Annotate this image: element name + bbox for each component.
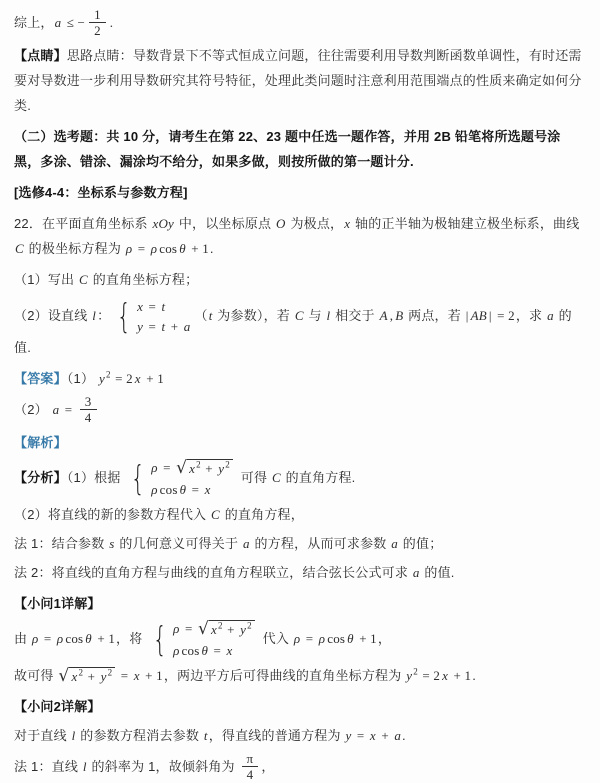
math-superscript: 2 (105, 369, 111, 380)
text-run: ， (377, 631, 392, 647)
math-variable: y (218, 461, 225, 477)
text-run: . (402, 728, 406, 744)
radicand (209, 620, 255, 639)
math-variable: a (183, 319, 191, 334)
math-text: + 1 (355, 631, 377, 647)
text-run: （1）根据 (66, 469, 125, 485)
math-variable: x (211, 622, 218, 638)
math-superscript: 2 (247, 620, 252, 631)
math-text: 4 (246, 767, 254, 783)
math-variable: A (379, 307, 388, 323)
text-run: 的直角方程， (220, 507, 304, 523)
text-run: 的值； (399, 536, 443, 552)
math-text: = 2 (111, 371, 133, 386)
math-variable: C (271, 469, 281, 485)
math-variable: C (211, 507, 220, 523)
math-variable: l (92, 307, 97, 323)
math-variable: C (15, 241, 24, 256)
math-square-root (176, 459, 233, 478)
math-variable: C (79, 272, 88, 287)
jiexi-label (14, 430, 586, 455)
math-variable: t (161, 319, 166, 334)
detail1-line1 (14, 620, 586, 659)
math-text: = (134, 241, 149, 256)
math-variable: ρ (150, 241, 158, 256)
math-variable: a (412, 565, 420, 581)
math-superscript: 2 (196, 459, 201, 470)
module-heading (14, 180, 586, 205)
math-text: = (188, 482, 203, 498)
accent-label: 【解析】 (14, 435, 67, 450)
math-text: + (377, 728, 393, 744)
analysis-method2 (14, 560, 586, 585)
text-run: . (472, 668, 477, 684)
math-text: = (159, 460, 175, 475)
math-variable: l (326, 307, 331, 323)
math-text: = 2 (493, 307, 515, 323)
case-rows (172, 620, 256, 659)
math-text: cos (181, 643, 200, 659)
fraction-numerator (89, 7, 106, 23)
math-variable: x (204, 482, 211, 498)
math-fraction (89, 7, 106, 38)
text-run: 法 1：结合参数 (14, 536, 109, 552)
math-variable: xOy (152, 216, 175, 231)
math-superscript: 2 (413, 666, 418, 677)
text-run: （2）设直线 (14, 307, 92, 323)
text-run: 对于直线 (14, 728, 71, 744)
math-variable: t (203, 728, 208, 744)
detail1-heading (14, 591, 586, 616)
text-run: 【小问1详解】 (14, 596, 101, 612)
math-variable: x (442, 668, 449, 684)
math-fraction (80, 394, 97, 425)
math-text: + 1 (142, 371, 164, 386)
text-run: ， (261, 759, 275, 775)
bold-label: 【分析】 (14, 469, 67, 485)
radical-sign: √ (197, 619, 210, 640)
math-text: 4 (84, 410, 92, 425)
math-variable: ρ (125, 241, 133, 256)
text-run: （二）选考题：共 10 分，请考生在第 22、23 题中任选一题作答，并用 2B 铅笔将所选题号涂黑，多涂、错涂、漏涂均不给分，如果多做，则按所做的第一题计分. (14, 129, 561, 169)
text-run: 综上， (14, 14, 54, 30)
math-variable: a (547, 307, 554, 323)
analysis-paragraph (14, 459, 586, 498)
section-heading (14, 124, 586, 174)
math-text: + 1 (450, 668, 472, 684)
text-run: （1） (66, 371, 98, 386)
math-variable: y (406, 668, 413, 684)
math-text: cos (327, 631, 346, 647)
math-variable: x (369, 728, 376, 744)
case-rows (150, 459, 234, 498)
text-run: 22．在平面直角坐标系 (14, 216, 152, 231)
text-run: （1）写出 (14, 272, 79, 287)
math-variable: y (100, 669, 107, 685)
fraction-denominator (80, 410, 97, 425)
text-run: . (209, 241, 214, 256)
analysis-method1 (14, 531, 586, 556)
radicand (187, 459, 233, 478)
math-text: = (353, 728, 368, 744)
fraction-numerator (242, 751, 259, 767)
text-run: 轴的正半轴为极轴建立极坐标系，曲线 (351, 216, 580, 231)
math-text: = (145, 319, 160, 334)
math-variable: x (133, 668, 140, 684)
math-superscript: 2 (78, 667, 84, 678)
math-text: = (61, 401, 76, 417)
text-run: 【小问2详解】 (14, 699, 101, 715)
math-variable: ρ (151, 482, 158, 498)
fraction-denominator (89, 23, 106, 38)
math-square-root (58, 667, 115, 686)
fraction-denominator (242, 767, 259, 782)
math-text: + (201, 461, 217, 477)
math-variable: a (394, 728, 402, 744)
fraction-numerator (80, 394, 97, 410)
math-case-system (149, 620, 256, 659)
question-part2 (14, 298, 586, 360)
text-run: 的值. (14, 307, 572, 355)
math-text: + (84, 669, 99, 685)
math-variable: l (82, 759, 87, 775)
math-text: + 1 (93, 631, 116, 647)
math-superscript: 2 (218, 620, 223, 631)
math-variable: x (344, 216, 351, 231)
math-text: 2 (94, 23, 101, 38)
math-variable: ρ (173, 621, 180, 637)
text-run: 思路点睛：导数背景下不等式恒成立问题，往往需要利用导数判断函数单调性，有时还需要对导数进一步利用导数研究其符号特征，处理此类问题时注意利用范围端点的性质来确定如何分类. (14, 48, 582, 113)
math-text: , (389, 307, 394, 323)
math-variable: θ (85, 631, 92, 647)
math-variable: a (391, 536, 398, 552)
case-row (136, 318, 191, 335)
math-variable: AB (470, 307, 487, 323)
math-text: cos (159, 241, 178, 256)
text-run: 的参数方程消去参数 (76, 728, 203, 744)
math-text: | (488, 307, 492, 323)
math-superscript: 2 (225, 459, 230, 470)
math-variable: y (240, 622, 247, 638)
text-run: 由 (14, 631, 32, 647)
math-variable: ρ (293, 631, 301, 647)
left-brace: { (153, 619, 168, 660)
text-run: 中，以坐标原点 (175, 216, 276, 231)
math-text: + (167, 319, 182, 334)
math-text: = (40, 631, 55, 647)
accent-label: 【答案】 (14, 371, 67, 386)
math-text: = (210, 643, 225, 659)
text-run: 的斜率为 1，故倾斜角为 (87, 759, 239, 775)
detail2-line1 (14, 723, 586, 748)
text-run: 的直角坐标方程； (88, 272, 199, 287)
math-text: cos (65, 631, 84, 647)
text-run: 的极坐标方程为 (24, 241, 125, 256)
detail2-line2 (14, 752, 586, 783)
detail2-heading (14, 694, 586, 719)
math-superscript: 2 (107, 667, 113, 678)
math-text: = (181, 621, 196, 637)
text-run: 可得 (236, 469, 271, 485)
math-text: = (117, 668, 132, 684)
text-run: （2）将直线的新的参数方程代入 (14, 507, 211, 523)
math-variable: θ (179, 482, 187, 498)
math-variable: x (137, 299, 144, 314)
text-run: 的值. (420, 565, 455, 581)
radical-sign: √ (58, 666, 70, 687)
text-run: ，将 (116, 631, 147, 647)
dianjing-note (14, 43, 586, 118)
left-brace: { (117, 296, 132, 337)
math-variable: ρ (32, 631, 39, 647)
math-variable: x (226, 643, 233, 659)
math-variable: l (71, 728, 76, 744)
text-run: 的方程，从而可求参数 (250, 536, 391, 552)
math-variable: ρ (56, 631, 64, 647)
detail1-line2 (14, 663, 586, 688)
text-run: 相交于 (331, 307, 379, 323)
text-run: （ (194, 307, 208, 323)
text-run: （2） (14, 401, 52, 417)
math-text: . (109, 14, 114, 30)
case-row (172, 620, 256, 639)
text-run: [选修4-4：坐标系与参数方程] (14, 185, 188, 200)
left-brace: { (131, 458, 146, 499)
math-variable: ρ (151, 460, 158, 475)
math-variable: B (395, 307, 404, 323)
text-run: ，得直线的普通方程为 (208, 728, 345, 744)
math-variable: y (137, 319, 144, 334)
math-variable: a (54, 14, 62, 30)
math-variable: x (134, 371, 141, 386)
math-variable: s (109, 536, 115, 552)
bold-label: 【点睛】 (14, 48, 67, 63)
math-text: cos (159, 482, 178, 498)
question-22 (14, 211, 586, 261)
math-text: 1 (94, 7, 101, 22)
math-variable: x (189, 461, 196, 477)
math-text: 3 (84, 394, 92, 409)
math-text: π (246, 751, 254, 767)
case-row (136, 298, 191, 315)
math-text: + 1 (187, 241, 209, 256)
math-variable: θ (201, 643, 209, 659)
math-text: = (302, 631, 317, 647)
math-variable: t (161, 299, 166, 314)
math-text: | (465, 307, 469, 323)
text-run: 为参数），若 (213, 307, 294, 323)
case-row (172, 642, 256, 659)
analysis-step2 (14, 502, 586, 527)
text-run: 故可得 (14, 668, 58, 684)
math-variable: C (294, 307, 304, 323)
case-row (150, 481, 234, 498)
answer-part2 (14, 395, 586, 426)
text-run: 法 2：将直线的直角方程与曲线的直角方程联立，结合弦长公式可求 (14, 565, 412, 581)
math-text: + 1 (141, 668, 163, 684)
question-part1 (14, 267, 586, 292)
case-row (150, 459, 234, 478)
text-run: ，两边平方后可得曲线的直角坐标方程为 (163, 668, 406, 684)
text-run: 的直角方程. (281, 469, 356, 485)
math-text: + (223, 622, 239, 638)
text-run: 的几何意义可得关于 (115, 536, 242, 552)
math-variable: a (242, 536, 250, 552)
math-text: = (145, 299, 160, 314)
text-run: 两点，若 (404, 307, 465, 323)
math-variable: a (52, 401, 60, 417)
text-run: 代入 (258, 631, 293, 647)
text-run: 法 1：直线 (14, 759, 82, 775)
math-square-root (198, 620, 255, 639)
math-variable: y (345, 728, 352, 744)
math-text: = 2 (418, 668, 441, 684)
summary-line (14, 8, 586, 39)
math-variable: ρ (318, 631, 326, 647)
math-variable: ρ (173, 643, 180, 659)
case-rows (136, 298, 191, 335)
math-fraction (242, 751, 259, 782)
math-variable: x (71, 669, 78, 685)
radical-sign: √ (176, 458, 188, 479)
math-case-system (113, 298, 191, 335)
math-case-system (127, 459, 234, 498)
text-run: 为极点， (286, 216, 344, 231)
math-variable: θ (179, 241, 186, 256)
math-variable: t (208, 307, 213, 323)
math-variable: O (276, 216, 286, 231)
text-run: 与 (304, 307, 326, 323)
math-variable: y (98, 371, 105, 386)
answer-part1 (14, 366, 586, 391)
text-run: ，求 (515, 307, 547, 323)
text-run: ： (97, 307, 111, 323)
math-text: ≤ − (63, 14, 86, 30)
math-variable: θ (347, 631, 354, 647)
radicand (69, 667, 115, 686)
